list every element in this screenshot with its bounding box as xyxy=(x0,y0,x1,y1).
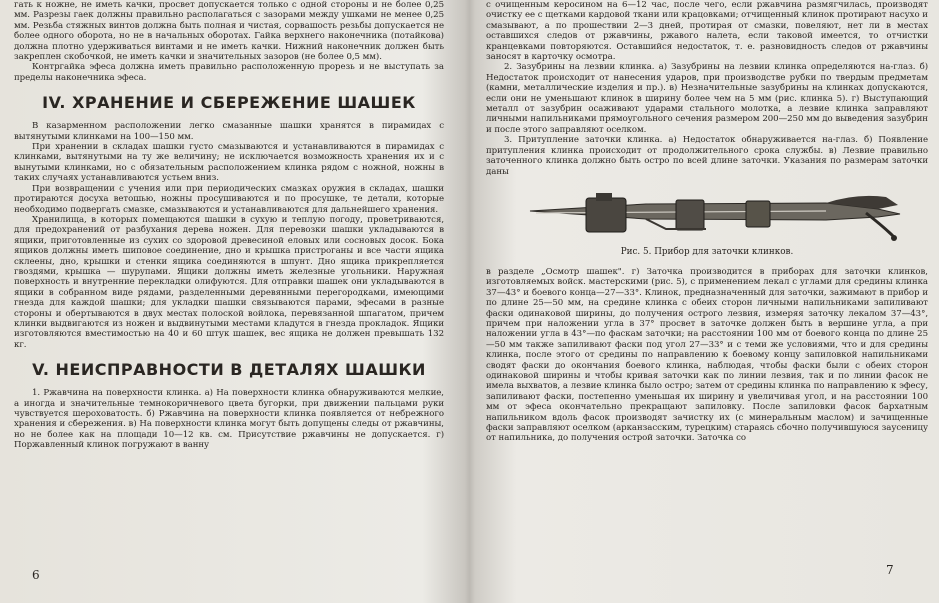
right-page xyxy=(486,0,928,603)
paragraph: гать к ножне, не иметь качки, просвет допускается только с одной стороны и не более 0,25 мм. Разрезы гаек должны правильно располагаться с зазорами между ушками не менее 0,25 мм. Резьба стяжных винтов должна быть полная и чистая, сорвашость резьбы допускается не более одного оборота, но не в начальных оборотах. Гайка верхнего наконечника (потайкова) должна плотно удерживаться винтами и не иметь качки. Нижний наконечник должен быть закреплен скобочкой, не иметь качки и значительных зазоров (не более 0,5 мм). xyxy=(14,0,444,63)
page-number: 6 xyxy=(32,568,40,582)
section-heading: IV. ХРАНЕНИЕ И СБЕРЕЖЕНИЕ ШАШЕК xyxy=(42,93,416,113)
left-page xyxy=(14,0,444,603)
section-heading: V. НЕИСПРАВНОСТИ В ДЕТАЛЯХ ШАШКИ xyxy=(32,360,426,380)
paragraph: 1. Ржавчина на поверхности клинка. а) На поверхности клинка обнаруживаются мелкие, а иногда и значительные темнокоричневого цвета бугорки, при движении пальцами руки чувствуется шероховатость. б) Ржавчина на поверхности клинка появляется от небрежного хранения и сбережения. в) На поверхности клинка могут быть допущены следы от ржавчины, но не более как на площади 10—12 кв. см. Присутствие ржавчины не допускается. г) Поржавленный клинок погружают в ванну xyxy=(14,388,444,451)
sharpening-device-illustration xyxy=(526,183,906,243)
paragraph: Контргайка эфеса должна иметь правильно расположенную прорезь и не выступать за пределы наконечника эфеса. xyxy=(14,62,444,83)
page-number: 7 xyxy=(886,563,894,577)
paragraph: 2. Зазубрины на лезвии клинка. а) Зазубрины на лезвии клинка определяются на-глаз. б) Недостаток происходит от нанесения ударов, при производстве рубки по твердым предметам (камни, металлические изделия и пр.). в) Незначительные зазубрины на клинках допускаются, если они не уменьшают клинок в ширину более чем на 5 мм (рис. клинка 5). г) Выступающий металл от зазубрин осаживают ударами стального молотка, а лезвие клинка заправляют личными напильниками прямоугольного сечения размером 200—250 мм до выведения зазубрин и после этого заправляют оселком. xyxy=(486,62,928,135)
figure-caption: Рис. 5. Прибор для заточки клинков. xyxy=(620,246,794,257)
paragraph: 3. Притупление заточки клинка. а) Недостаток обнаруживается на-глаз. б) Появление притупления клинка происходит от продолжительного срока службы. в) Лезвие правильно заточенного клинка должно быть остро по всей длине заточки. Указания по размерам заточки даны xyxy=(486,135,928,177)
paragraph: При возвращении с учения или при периодических смазках оружия в складах, шашки протираются досуха ветошью, ножны просушиваются и по просушке, те детали, которые необходимо подвергать смазке, смазываются и устанавливаются для дальнейшего хранения. xyxy=(14,183,444,215)
paragraph: Хранилища, в которых помещаются шашки в сухую и теплую погоду, проветриваются, для предохранений от разбухания дерева ножен. Для перевозки шашки укладываются в ящики, приготовленные из сухих со здоровой древесиной еловых или сосновых досок. Бока ящиков должны иметь шиповое соединение, дно и крышка пристроганы и все части ящика склеены, дно, крышки и стенки ящика соединяются в шпунт. Дно ящика прикрепляется гвоздями, крышка — шурупами. Ящики должны иметь железные угольники. Наружная поверхность и внутренние перекладки олифуются. Для отправки шашек они укладываются в ящики в собранном виде рядами, разделенными деревянными перегородками, имеющими гнезда для каждой шашки; для укладки шашки связываются парами, эфесами в разные стороны и обертываются в двух местах полоской войлока, перевязанной шпагатом, причем клинки выдвигаются из ножен и выдвинутыми местами кладутся в гнезда прокладок. Ящики изготовляются вместимостью на 40 и 60 штук шашек, вес ящика не должен превышать 132 кг. xyxy=(14,214,444,350)
figure-sharpening-device xyxy=(486,183,928,245)
paragraph: При хранении в складах шашки густо смазываются и устанавливаются в пирамидах с клинками, вытянутыми на ту же величину; не исключается возможность хранения их и с вынутыми клинками, но с обязательным расположением клинка рядом с ножной, ножны в таких случаях устанавливаются устьем вниз. xyxy=(14,142,444,184)
paragraph: В казарменном расположении легко смазанные шашки хранятся в пирамидах с вытянутыми клинками на 100—150 мм. xyxy=(14,121,444,142)
paragraph: с очищенным керосином на 6—12 час, после чего, если ржавчина размягчилась, производят очистку ее с щетками кардовой ткани или крацовками; отчищенный клинок протирают насухо и смазывают, а по прошествии 2—3 дней, протирая от смазки, повеляют, нет ли в местах оставшихся следов от ржавчины, ржавого налета, если таковой имеется, то отчистки кранцевками повторяются. Оставшийся недостаток, т. е. разновидность следов от ржавчины заносят в карточку осмотра. xyxy=(486,0,928,63)
paragraph: в разделе „Осмотр шашек". г) Заточка производится в приборах для заточки клинков, изготовляемых войск. мастерскими (рис. 5), с применением лекал с углами для средины клинка 37—43° и боевого конца—27—33°. Клинок, предназначенный для заточки, зажимают в прибор и по длине 25—50 мм, на средине клинка с обеих сторон личными напильниками запиливают фаски одинаковой ширины, до получения острого лезвия, измеряя заточку лекалом 37—43°, причем при наложении угла в 37° просвет в заточке должен быть в вершине угла, а при наложении угла в 43°—по фаскам заточки; на расстоянии 100 мм от боевого конца по длине 25—50 мм также запиливают фаски под угол 27—33° и с теми же условиями, что и для средины клинка, после этого от средины по направлению к боевому концу запиловкой напильниками сводят фаски до окончания боевого клинка, наблюдая, чтобы фаски были с обеих сторон одинаковой ширины и чтобы кривая заточки как по линии лезвия, так и по линии фасок не имела выхватов, а лезвие клинка было остро; затем от средины клинка по направлению к эфесу, запиливают фаски, постепенно уменьшая их ширину и увеличивая угол, и на расстоянии 100 мм от эфеса окончательно прекращают запиловку. После запиловки фасок бархатным напильником вдоль фасок производят зачистку их (с минеральным маслом) и зачищенные фаски заправляют оселком (арканзасским, турецким) стараясь сбочно получившуюся заусеницу от напильника, до получения острой заточки. Заточка со xyxy=(486,266,928,444)
